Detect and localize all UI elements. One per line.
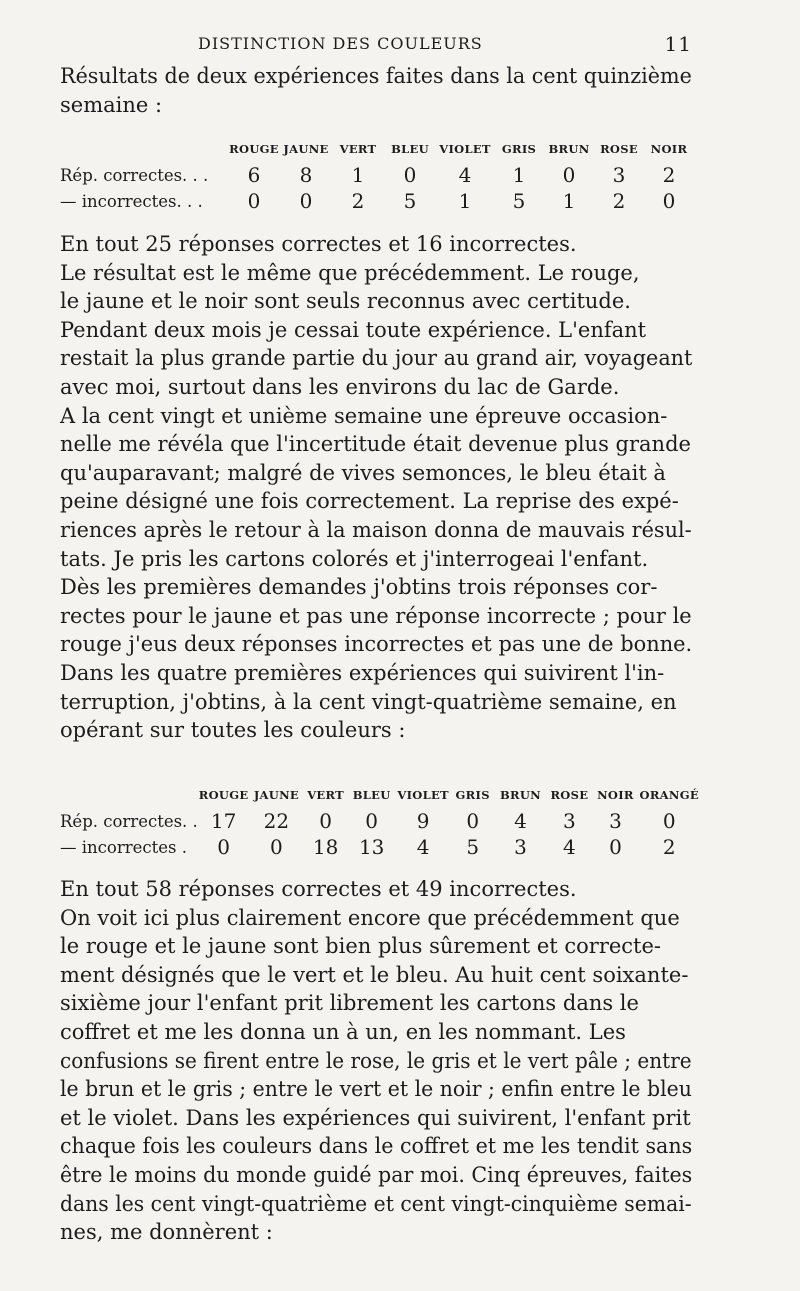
table-cell: 9	[416, 809, 430, 833]
table-cell: 5	[403, 189, 417, 213]
text-line: nelle me révéla que l'incertitude était devenue plus grande	[60, 432, 691, 457]
row-label: Rép. correctes. .	[60, 811, 198, 831]
text-line: restait la plus grande partie du jour au grand air, voyageant	[60, 346, 693, 371]
results-table-1	[60, 142, 694, 214]
text-line: Dans les quatre premières expériences qui suivirent l'in-	[60, 660, 665, 685]
table-header-row	[60, 142, 694, 162]
table-cell: 2	[662, 835, 676, 859]
table-cell: 17	[210, 809, 237, 833]
table-cell: 5	[512, 189, 526, 213]
text-line: coffret et me les donna un à un, en les nommant. Les	[60, 1019, 626, 1044]
table-cell: 0	[365, 809, 379, 833]
table-cell: 2	[662, 163, 676, 187]
table-cell: 8	[299, 163, 313, 187]
text-line: ment désignés que le vert et le bleu. Au huit cent soixante-	[60, 962, 689, 987]
table-row	[60, 188, 694, 214]
table-cell: 0	[662, 809, 676, 833]
text-line: En tout 58 réponses correctes et 49 incorrectes.	[60, 877, 577, 901]
text-line: qu'auparavant; malgré de vives semonces, le bleu était à	[60, 460, 666, 485]
column-header: BRUN	[548, 142, 590, 156]
table-cell: 0	[562, 163, 576, 187]
text-line: peine désigné une fois correctement. La reprise des expé-	[60, 489, 679, 514]
table-cell: 0	[466, 809, 480, 833]
table-cell: 6	[247, 163, 261, 187]
column-header: BLEU	[352, 788, 391, 802]
column-header: VIOLET	[397, 788, 449, 802]
column-header: VIOLET	[439, 142, 491, 156]
running-title: DISTINCTION DES COULEURS	[198, 34, 483, 53]
column-header: BRUN	[499, 788, 541, 802]
running-head	[60, 34, 690, 56]
column-header: ROSE	[550, 788, 589, 802]
column-header: ROUGE	[198, 788, 249, 802]
table-cell: 3	[612, 163, 626, 187]
text-line: nes, me donnèrent :	[60, 1220, 273, 1245]
table-cell: 1	[351, 163, 365, 187]
table-cell: 1	[458, 189, 472, 213]
table-cell: 5	[466, 835, 480, 859]
table-row	[60, 808, 700, 834]
text-line: Le résultat est le même que précédemment. Le rouge,	[60, 260, 640, 285]
text-line: Pendant deux mois je cessai toute expérience. L'enfant	[60, 317, 647, 342]
table-cell: 0	[403, 163, 417, 187]
row-label: Rép. correctes. . .	[60, 165, 209, 185]
text-line: Résultats de deux expériences faites dans la cent quinzième	[60, 64, 692, 88]
column-header: JAUNE	[253, 788, 299, 802]
text-line: dans les cent vingt-quatrième et cent vingt-cinquième semai-	[60, 1191, 692, 1216]
table-cell: 1	[512, 163, 526, 187]
column-header: ROSE	[600, 142, 638, 156]
text-line: On voit ici plus clairement encore que précédemment que	[60, 905, 680, 930]
table-cell: 4	[458, 163, 472, 187]
intro-paragraph	[60, 62, 692, 119]
table-cell: 13	[358, 835, 385, 859]
text-line: le jaune et le noir sont seuls reconnus avec certitude.	[60, 289, 631, 314]
table-cell: 4	[514, 809, 527, 833]
text-line: être le moins du monde guidé par moi. Cinq épreuves, faites	[60, 1162, 693, 1187]
row-label: — incorrectes .	[60, 837, 187, 857]
results-table-2	[60, 788, 700, 860]
text-line: Dès les premières demandes j'obtins trois réponses cor-	[60, 575, 658, 600]
column-header: VERT	[307, 788, 344, 802]
text-line: En tout 25 réponses correctes et 16 incorrectes.	[60, 232, 577, 256]
text-line: le brun et le gris ; entre le vert et le noir ; enfin entre le bleu	[60, 1077, 692, 1102]
table-cell: 3	[563, 809, 576, 833]
column-header: NOIR	[650, 142, 688, 156]
text-line: avec moi, surtout dans les environs du lac de Garde.	[60, 374, 620, 399]
column-header: VERT	[339, 142, 377, 156]
row-label: — incorrectes. . .	[60, 191, 203, 211]
page-number: 11	[664, 32, 692, 56]
text-line: chaque fois les couleurs dans le coffret et me les tendit sans	[60, 1134, 693, 1159]
table-cell: 0	[270, 835, 283, 859]
table-cell: 0	[247, 189, 261, 213]
table-cell: 0	[319, 809, 332, 833]
table-cell: 2	[351, 189, 365, 213]
column-header: ROUGE	[229, 142, 279, 156]
table-cell: 3	[609, 809, 622, 833]
table-cell: 2	[612, 189, 626, 213]
text-line: le rouge et le jaune sont bien plus sûrement et correcte-	[60, 934, 662, 959]
table-cell: 0	[609, 835, 622, 859]
column-header: NOIR	[597, 788, 634, 802]
text-line: terruption, j'obtins, à la cent vingt-quatrième semaine, en	[60, 689, 677, 714]
table-cell: 0	[217, 835, 230, 859]
table-cell: 22	[263, 809, 290, 833]
text-line: riences après le retour à la maison donna de mauvais résul-	[60, 517, 692, 542]
text-line: confusions se firent entre le rose, le gris et le vert pâle ; entre	[60, 1048, 692, 1073]
body-paragraphs-2	[60, 875, 692, 1247]
table-header-row	[60, 788, 700, 808]
table-row	[60, 162, 694, 188]
text-line: opérant sur toutes les couleurs :	[60, 718, 406, 743]
text-line: tats. Je pris les cartons colorés et j'interrogeai l'enfant.	[60, 546, 649, 571]
column-header: GRIS	[501, 142, 537, 156]
table-cell: 1	[562, 189, 576, 213]
table-corner	[60, 142, 228, 162]
column-header: ORANGÉ	[639, 788, 699, 802]
text-line: semaine :	[60, 92, 163, 117]
body-paragraphs-1	[60, 230, 692, 745]
column-header: JAUNE	[283, 142, 329, 156]
table-cell: 4	[563, 835, 576, 859]
table-row	[60, 834, 700, 860]
table-cell: 4	[416, 835, 430, 859]
table-cell: 18	[312, 835, 339, 859]
table-cell: 3	[514, 835, 527, 859]
table-corner	[60, 788, 198, 808]
table-cell: 0	[662, 189, 676, 213]
text-line: et le violet. Dans les expériences qui suivirent, l'enfant prit	[60, 1105, 691, 1130]
text-line: rouge j'eus deux réponses incorrectes et pas une de bonne.	[60, 632, 693, 657]
text-line: rectes pour le jaune et pas une réponse incorrecte ; pour le	[60, 603, 692, 628]
text-line: A la cent vingt et unième semaine une épreuve occasion-	[60, 403, 668, 428]
column-header: BLEU	[391, 142, 429, 156]
column-header: GRIS	[455, 788, 490, 802]
text-line: sixième jour l'enfant prit librement les cartons dans le	[60, 991, 639, 1016]
table-cell: 0	[299, 189, 313, 213]
